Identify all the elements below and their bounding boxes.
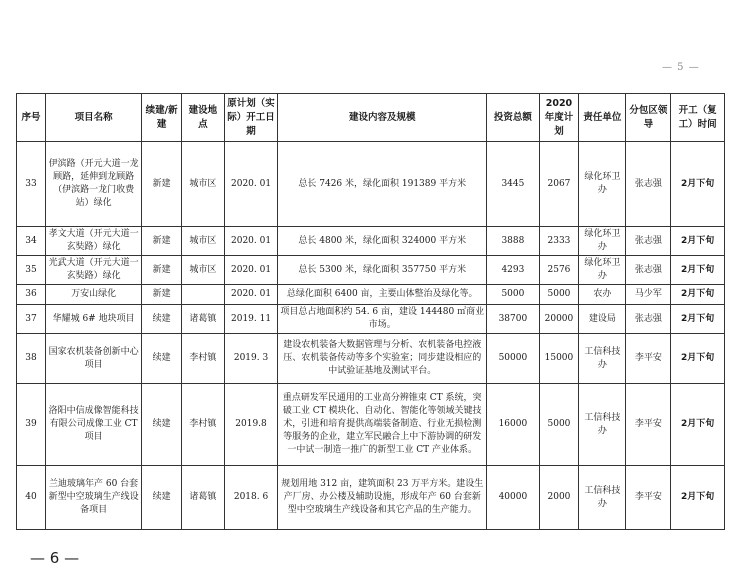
header-seq: 序号 [17, 94, 46, 142]
cell-location: 城市区 [181, 227, 224, 256]
header-name: 项目名称 [45, 94, 141, 142]
cell-leader: 张志强 [626, 227, 671, 256]
cell-type: 续建 [142, 466, 182, 530]
cell-location [181, 285, 224, 305]
header-content: 建设内容及规模 [278, 94, 487, 142]
cell-content: 项目总占地面积约 54. 6 亩，建设 144480 ㎡商业市场。 [278, 305, 487, 334]
cell-leader: 马少军 [626, 285, 671, 305]
cell-seq: 34 [17, 227, 46, 256]
cell-seq: 36 [17, 285, 46, 305]
table-row [17, 466, 725, 530]
cell-investment: 5000 [487, 285, 539, 305]
cell-start: 2018. 6 [224, 466, 278, 530]
cell-seq: 33 [17, 142, 46, 227]
table-row [17, 305, 725, 334]
cell-start: 2020. 01 [224, 285, 278, 305]
cell-investment: 16000 [487, 384, 539, 466]
cell-leader: 李平安 [626, 334, 671, 384]
cell-time: 2月下旬 [671, 384, 725, 466]
cell-start: 2019.8 [224, 384, 278, 466]
cell-content: 规划用地 312 亩，建筑面积 23 万平方米。建设生产厂房、办公楼及辅助设施，形成年产 60 台套新型中空玻璃生产线设备和其它产品的生产能力。 [278, 466, 487, 530]
cell-start: 2020. 01 [224, 256, 278, 285]
cell-content: 总长 7426 米，绿化面积 191389 平方米 [278, 142, 487, 227]
cell-unit: 建设局 [579, 305, 626, 334]
page-number-top: — 5 — [662, 62, 700, 73]
cell-investment: 3445 [487, 142, 539, 227]
cell-content: 重点研发军民通用的工业高分辨锥束 CT 系统，突破工业 CT 模块化、自动化、智能化等领域关键技术，引进和培育提供高端装备制造、行业无损检测等服务的企业，建立军民融合上中下游协调的研发一中试一制造一推广的新型工业 CT 产业体系。 [278, 384, 487, 466]
cell-time: 2月下旬 [671, 142, 725, 227]
cell-time: 2月下旬 [671, 334, 725, 384]
cell-location: 诸葛镇 [181, 466, 224, 530]
table-row [17, 285, 725, 305]
cell-seq: 40 [17, 466, 46, 530]
cell-location: 诸葛镇 [181, 305, 224, 334]
cell-unit: 绿化环卫办 [579, 142, 626, 227]
cell-investment: 40000 [487, 466, 539, 530]
header-leader: 分包区领导 [626, 94, 671, 142]
cell-time: 2月下旬 [671, 285, 725, 305]
cell-unit: 工信科技办 [579, 466, 626, 530]
cell-leader: 李平安 [626, 384, 671, 466]
cell-start: 2020. 01 [224, 142, 278, 227]
cell-type: 续建 [142, 334, 182, 384]
header-start: 原计划（实际）开工日期 [224, 94, 278, 142]
cell-type: 新建 [142, 285, 182, 305]
cell-investment: 50000 [487, 334, 539, 384]
table-header-row [17, 94, 725, 142]
cell-plan2020: 2333 [539, 227, 579, 256]
cell-plan2020: 15000 [539, 334, 579, 384]
table-row [17, 334, 725, 384]
cell-unit: 绿化环卫办 [579, 256, 626, 285]
cell-type: 新建 [142, 227, 182, 256]
cell-start: 2020. 01 [224, 227, 278, 256]
table-row [17, 227, 725, 256]
cell-content: 建设农机装备大数据管理与分析、农机装备电控液压、农机装备传动等多个实验室；同步建设相应的中试验证基地及测试平台。 [278, 334, 487, 384]
table-row [17, 384, 725, 466]
cell-name: 万安山绿化 [45, 285, 141, 305]
header-investment: 投资总额 [487, 94, 539, 142]
cell-investment: 3888 [487, 227, 539, 256]
cell-name: 光武大道（开元大道一玄奘路）绿化 [45, 256, 141, 285]
cell-type: 新建 [142, 142, 182, 227]
cell-time: 2月下旬 [671, 305, 725, 334]
cell-leader: 张志强 [626, 305, 671, 334]
cell-location: 李村镇 [181, 384, 224, 466]
cell-seq: 35 [17, 256, 46, 285]
table-row [17, 256, 725, 285]
header-plan2020: 2020 年度计划 [539, 94, 579, 142]
cell-start: 2019. 11 [224, 305, 278, 334]
cell-name: 洛阳中信成像智能科技有限公司成像工业 CT 项目 [45, 384, 141, 466]
header-unit: 责任单位 [579, 94, 626, 142]
project-plan-table [16, 93, 725, 530]
cell-type: 续建 [142, 384, 182, 466]
cell-seq: 38 [17, 334, 46, 384]
cell-unit: 工信科技办 [579, 334, 626, 384]
cell-content: 总长 4800 米，绿化面积 324000 平方米 [278, 227, 487, 256]
cell-location: 城市区 [181, 256, 224, 285]
cell-type: 新建 [142, 256, 182, 285]
cell-name: 国家农机装备创新中心项目 [45, 334, 141, 384]
table-row [17, 142, 725, 227]
cell-type: 续建 [142, 305, 182, 334]
header-type: 续建/新建 [142, 94, 182, 142]
cell-time: 2月下旬 [671, 466, 725, 530]
cell-name: 伊滨路（开元大道一龙顾路，延伸到龙顾路（伊滨路一龙门收费站）绿化 [45, 142, 141, 227]
cell-unit: 绿化环卫办 [579, 227, 626, 256]
cell-leader: 张志强 [626, 142, 671, 227]
cell-plan2020: 2067 [539, 142, 579, 227]
cell-time: 2月下旬 [671, 256, 725, 285]
page-number-footer: — 6 — [30, 549, 80, 567]
cell-plan2020: 5000 [539, 384, 579, 466]
cell-investment: 4293 [487, 256, 539, 285]
cell-seq: 37 [17, 305, 46, 334]
cell-content: 总绿化面积 6400 亩，主要山体整治及绿化等。 [278, 285, 487, 305]
cell-plan2020: 5000 [539, 285, 579, 305]
cell-name: 兰迪玻璃年产 60 台套新型中空玻璃生产线设备项目 [45, 466, 141, 530]
cell-leader: 张志强 [626, 256, 671, 285]
cell-start: 2019. 3 [224, 334, 278, 384]
header-location: 建设地点 [181, 94, 224, 142]
cell-plan2020: 2000 [539, 466, 579, 530]
cell-time: 2月下旬 [671, 227, 725, 256]
cell-name: 孝文大道（开元大道一玄奘路）绿化 [45, 227, 141, 256]
cell-seq: 39 [17, 384, 46, 466]
cell-location: 城市区 [181, 142, 224, 227]
cell-plan2020: 20000 [539, 305, 579, 334]
cell-content: 总长 5300 米，绿化面积 357750 平方米 [278, 256, 487, 285]
cell-location: 李村镇 [181, 334, 224, 384]
cell-investment: 38700 [487, 305, 539, 334]
cell-unit: 农办 [579, 285, 626, 305]
cell-name: 华耀城 6# 地块项目 [45, 305, 141, 334]
cell-leader: 李平安 [626, 466, 671, 530]
cell-plan2020: 2576 [539, 256, 579, 285]
cell-unit: 工信科技办 [579, 384, 626, 466]
header-time: 开工（复工）时间 [671, 94, 725, 142]
